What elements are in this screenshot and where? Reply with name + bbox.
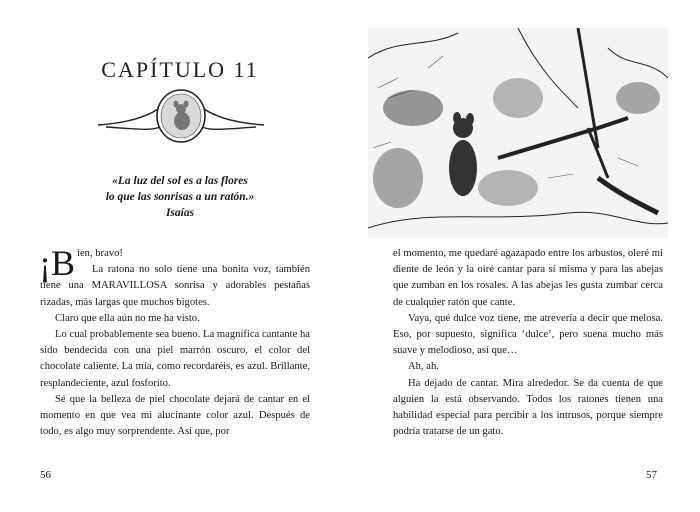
page-number-right: 57 [646,469,657,481]
mouse-vignette-icon [174,101,191,131]
drop-cap: ¡B [39,243,75,283]
paragraph: ¡B ien, bravo! [39,243,123,283]
paragraph: Claro que ella aún no me ha visto. [55,312,200,324]
right-body-text [393,246,663,440]
epigraph-line-2: lo que las sonrisas a un ratón.» [105,191,255,203]
chapter-title: CAPÍTULO 11 [101,57,259,82]
epigraph-author: Isaías [165,207,195,219]
paragraph: el momento, me quedaré agazapado entre los arbustos, oleré mi diente de león y la oiré cantar para sí misma y para las abejas que zumban en los rosales. A las abejas les gusta zumbar cerca de cualquier ratón que cante. [393,248,663,308]
garden-mouse-illustration [368,28,668,238]
paragraph: Vaya, qué dulce voz tiene, me atrevería a decir que melosa. Eso, por supuesto, significa ‘dulce’, pero suena mucho más suave y melodioso, así que… [393,312,663,357]
paragraph: La ratona no solo tiene una bonita voz, también tiene una MARAVILLOSA sonrisa y adorables pestañas rizadas, más largas que muchos bigotes. [40,264,310,308]
epigraph [70,173,290,221]
paragraph: Sé que la belleza de piel chocolate dejará de cantar en el momento en que vea mi alucinante color azul. Después de todo, es algo muy sorprendente. Así que, por [40,393,310,438]
page-number-left: 56 [40,469,51,481]
paragraph: Ah, ah. [408,361,439,373]
chapter-ornament [96,87,266,147]
left-body-text [39,243,310,440]
paragraph: Lo cual probablemente sea bueno. La magnífica cantante ha sido bendecida con una piel marrón oscuro, el color del chocolate caliente. La mía, como recordaréis, es azul. Brillante, resplandeciente, azul fosforito. [40,329,310,389]
paragraph: Ha dejado de cantar. Mira alrededor. Se da cuenta de que alguien la está observando. Todos los ratones tienen una habilidad especial para percibir a los intrusos, porque siempre podría tratarse de un gato. [393,377,663,438]
epigraph-line-1: «La luz del sol es a las flores [112,175,248,187]
